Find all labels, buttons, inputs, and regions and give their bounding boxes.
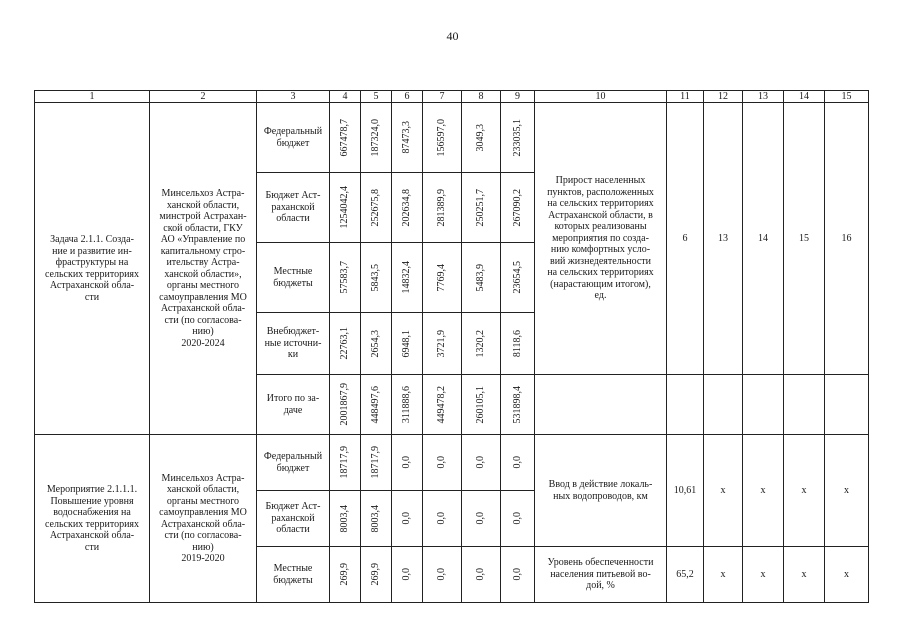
value-cell: 18717,9 [361, 435, 392, 491]
column-header: 6 [392, 91, 423, 103]
indicator-value: х [743, 547, 784, 603]
value-cell: 269,9 [330, 547, 361, 603]
value-cell: 8003,4 [330, 491, 361, 547]
empty-cell [704, 375, 743, 435]
empty-cell [743, 375, 784, 435]
value-cell: 3049,3 [462, 103, 501, 173]
column-header: 11 [667, 91, 704, 103]
indicator-value: х [825, 435, 869, 547]
indicator-value: 15 [784, 103, 825, 375]
indicator-value: х [825, 547, 869, 603]
event-name: Мероприятие 2.1.1.1. Повышение уровня водоснабжения на сельских территориях Астраханской обла- сти [35, 435, 150, 603]
indicator-value: х [784, 435, 825, 547]
column-header: 7 [423, 91, 462, 103]
value-cell: 0,0 [423, 435, 462, 491]
table-row [35, 103, 869, 173]
column-header: 3 [257, 91, 330, 103]
value-cell: 8118,6 [501, 313, 535, 375]
value-cell: 0,0 [462, 491, 501, 547]
task-name: Задача 2.1.1. Созда- ние и развитие ин- фраструктуры на сельских территориях Астраханской обла- сти [35, 103, 150, 435]
value-cell: 0,0 [501, 547, 535, 603]
value-cell: 7769,4 [423, 243, 462, 313]
value-cell: 448497,6 [361, 375, 392, 435]
indicator-value: 13 [704, 103, 743, 375]
value-cell: 1254042,4 [330, 173, 361, 243]
value-cell: 14832,4 [392, 243, 423, 313]
value-cell: 0,0 [462, 547, 501, 603]
value-cell: 250251,7 [462, 173, 501, 243]
column-header: 15 [825, 91, 869, 103]
indicator-value: х [784, 547, 825, 603]
value-cell: 0,0 [462, 435, 501, 491]
event-executors: Минсельхоз Астра- ханской области, органы местного самоуправления МО Астраханской обла- сти (по согласова- нию) 2019-2020 [150, 435, 257, 603]
value-cell: 187324,0 [361, 103, 392, 173]
indicator-value: 65,2 [667, 547, 704, 603]
value-cell: 0,0 [423, 547, 462, 603]
table-row [35, 435, 869, 491]
value-cell: 22763,1 [330, 313, 361, 375]
value-cell: 5843,5 [361, 243, 392, 313]
column-header: 5 [361, 91, 392, 103]
value-cell: 531898,4 [501, 375, 535, 435]
value-cell: 267090,2 [501, 173, 535, 243]
column-header: 9 [501, 91, 535, 103]
value-cell: 0,0 [423, 491, 462, 547]
value-cell: 3721,9 [423, 313, 462, 375]
event-indicator: Ввод в действие локаль- ных водопроводов, км [535, 435, 667, 547]
value-cell: 667478,7 [330, 103, 361, 173]
column-header: 4 [330, 91, 361, 103]
value-cell: 1320,2 [462, 313, 501, 375]
value-cell: 0,0 [392, 547, 423, 603]
funding-source: Местные бюджеты [257, 243, 330, 313]
column-header: 14 [784, 91, 825, 103]
indicator-value: 14 [743, 103, 784, 375]
page-number: 40 [446, 29, 459, 43]
value-cell: 0,0 [392, 491, 423, 547]
empty-cell [784, 375, 825, 435]
value-cell: 8003,4 [361, 491, 392, 547]
column-header: 8 [462, 91, 501, 103]
value-cell: 5483,9 [462, 243, 501, 313]
value-cell: 202634,8 [392, 173, 423, 243]
value-cell: 233035,1 [501, 103, 535, 173]
value-cell: 6948,1 [392, 313, 423, 375]
value-cell: 2001867,9 [330, 375, 361, 435]
task-executors: Минсельхоз Астра- ханской области, минстрой Астрахан- ской области, ГКУ АО «Управление по капитальному стро- ительству Астра- ханской области», органы местного самоуправления МО Астраханской обла- сти (по согласова- нию) 2020-2024 [150, 103, 257, 435]
empty-cell [825, 375, 869, 435]
value-cell: 23654,5 [501, 243, 535, 313]
value-cell: 281389,9 [423, 173, 462, 243]
value-cell: 0,0 [501, 491, 535, 547]
empty-cell [535, 375, 667, 435]
program-table [34, 90, 869, 603]
empty-cell [667, 375, 704, 435]
value-cell: 18717,9 [330, 435, 361, 491]
column-header-row [35, 91, 869, 103]
value-cell: 156597,0 [423, 103, 462, 173]
value-cell: 252675,8 [361, 173, 392, 243]
value-cell: 269,9 [361, 547, 392, 603]
value-cell: 0,0 [392, 435, 423, 491]
funding-source: Федеральный бюджет [257, 103, 330, 173]
funding-source: Итого по за- даче [257, 375, 330, 435]
column-header: 13 [743, 91, 784, 103]
value-cell: 2654,3 [361, 313, 392, 375]
value-cell: 0,0 [501, 435, 535, 491]
value-cell: 87473,3 [392, 103, 423, 173]
task-indicator: Прирост населенных пунктов, расположенных на сельских территориях Астраханской области, в которых реализованы мероприятия по созда- нию комфортных усло- вий жизнедеятельности на сельских территориях (нарастающим итогом), ед. [535, 103, 667, 375]
value-cell: 260105,1 [462, 375, 501, 435]
indicator-value: х [743, 435, 784, 547]
column-header: 12 [704, 91, 743, 103]
column-header: 2 [150, 91, 257, 103]
indicator-value: 6 [667, 103, 704, 375]
column-header: 1 [35, 91, 150, 103]
indicator-value: 10,61 [667, 435, 704, 547]
event-indicator: Уровень обеспеченности населения питьевой во- дой, % [535, 547, 667, 603]
indicator-value: х [704, 435, 743, 547]
value-cell: 311888,6 [392, 375, 423, 435]
value-cell: 449478,2 [423, 375, 462, 435]
column-header: 10 [535, 91, 667, 103]
funding-source: Бюджет Аст- раханской области [257, 491, 330, 547]
indicator-value: 16 [825, 103, 869, 375]
funding-source: Внебюджет- ные источни- ки [257, 313, 330, 375]
value-cell: 57583,7 [330, 243, 361, 313]
funding-source: Федеральный бюджет [257, 435, 330, 491]
indicator-value: х [704, 547, 743, 603]
funding-source: Бюджет Аст- раханской области [257, 173, 330, 243]
funding-source: Местные бюджеты [257, 547, 330, 603]
